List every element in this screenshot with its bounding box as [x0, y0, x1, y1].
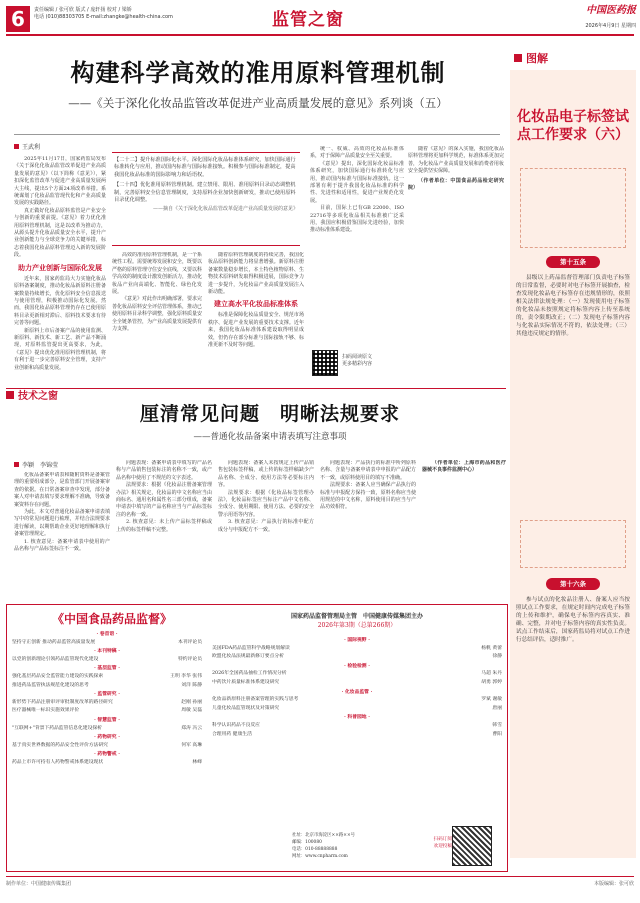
contents-entry[interactable] [212, 731, 502, 740]
contents-entry-author: 杨帆 黄蕾 [481, 645, 502, 651]
contents-entry[interactable] [12, 742, 202, 751]
byline-author: 王武利 [22, 144, 41, 151]
sidebar-section-label [514, 52, 594, 66]
contents-entry[interactable] [12, 673, 202, 682]
subscribe-qr-caption: 扫码订阅 欢迎投稿 [433, 837, 452, 849]
paragraph: 随着原料管理制度的持续完善，我国化妆品原料创新能力将显著增强。新原料注册备案数量稳步增长，本土特色植物原料、生物技术原料研发取得积极进展，国际竞争力进一步提升，为化妆品产业高质量发展注入新动能。 [208, 252, 304, 296]
lower-headline: 厘清常见问题 明晰法规要求 [139, 403, 400, 425]
paragraph: 化妆品备案申请表和随附资料是备案管理的重要组成部分，是监管部门开展备案审查的依据。在日常备案审查中发现，部分备案人对申请表填写要求理解不准确，导致备案资料存在问题。 [14, 472, 110, 508]
section-marker-icon [6, 391, 14, 399]
section-subhead: 助力产业创新与国际化发展 [18, 262, 102, 272]
contents-entry-author: 唐丽 [492, 705, 502, 711]
contents-entry-title: 基于真实世界数据的药品安全性评价方法研究 [12, 742, 108, 748]
contents-entry-author: 赵刚 孙丽 [181, 699, 202, 705]
page-number: 6 [6, 6, 30, 32]
contents-entry-title: "互联网+"背景下药品监管信息化建设探析 [12, 725, 102, 731]
qr-caption: 扫码阅读原文 更多精彩内容 [342, 354, 373, 367]
contents-entry-author: 何军 高琳 [181, 742, 202, 748]
paragraph: 《意见》提出，深化国际化妆品标准体系研究，加快国际通行标准转化与应用，推动国内标准与国际标准接轨。这一部署有利于提升我国化妆品标准的科学性、先进性和适用性，促进产业规范化发展。 [310, 160, 404, 204]
contents-entry[interactable] [212, 653, 502, 662]
lower-section-label [6, 390, 126, 404]
main-col-3 [208, 252, 304, 386]
contents-entry[interactable] [212, 696, 502, 705]
issue-date: 2026年4月9日 星期四 [585, 23, 636, 29]
paragraph: 近年来，国家药监局大力实施化妆品原料备案制度，推动化妆品新原料注册备案数量持续增长，优化原料安全信息报送与使用管理，积极推动国际化发展。然而，我国化妆品原料管理仍存在已使用原料目录更新相对滞后、原料技术要求有待完善等问题。 [14, 275, 106, 327]
contents-entry[interactable] [12, 682, 202, 691]
article-text: 参与试点的化妆品注册人、备案人应当按照试点工作要求，在规定时间内完成电子标签的上传和维护，确保电子标签内容真实、准确、完整，并对电子标签内容的真实性负责。试点工作结束后，国家药监局将对试点工作进行总结评估，适时推广。 [516, 597, 630, 643]
contents-section-heading: · 本刊特稿 · [94, 648, 120, 655]
footer-left: 制作单位：中国健康传媒集团 [6, 881, 72, 887]
paragraph: 为此，本文对普通化妆品备案申请表填写中的常见问题进行梳理，并结合法规要求进行解读，以期帮助企业更好地理解和执行备案管理规定。 [14, 509, 110, 538]
contents-entry-title: 强化基层药品安全监管能力建设的实践探索 [12, 673, 104, 679]
contents-entry[interactable] [212, 645, 502, 654]
quote-attribution: ——摘自《关于深化化妆品监管改革促进产业高质量发展的意见》 [152, 206, 298, 213]
contents-entry-title: 新形势下药品注册审评审批制度改革的路径研究 [12, 699, 113, 705]
contents-entry[interactable] [212, 705, 502, 714]
contents-entry-title: 2026年全国药品抽检工作情况分析 [212, 671, 287, 677]
contents-section-heading: · 药物研究 · [94, 734, 120, 741]
contents-entry-author: 徐静 [492, 654, 502, 660]
quote-paragraph: 【二十四】优化准用原料管理机制。建立禁用、限用、准用原料目录动态调整机制，完善原料安全信息管理制度，支持原料企业加快创新研发，推动已使用原料目录优化调整。 [114, 182, 296, 204]
lower-section-rule [6, 388, 506, 389]
sidebar-section-text: 图解 [526, 52, 548, 65]
article-text: 县级以上药品监督管理部门负责电子标签的日常监督，必要时对电子标签开展抽查，检查发现化妆品电子标签存在违规情形的，依照相关法律法规处理：（一）发现使用电子标签的化妆品未按照规定将标签内容上传至系统的，责令限期改正；（二）发现电子标签内容与化妆品实际情况不符的，依法处理；（三）其他违反规定的情形。 [516, 275, 630, 337]
main-col-5 [408, 146, 504, 382]
lower-col-2 [116, 460, 212, 600]
contents-entry-author: 马超 朱丹 [481, 671, 502, 677]
sidebar-article-15 [516, 274, 630, 510]
journal-title: 《中国食品药品监督》 [51, 612, 172, 626]
sidebar-article-16 [516, 596, 630, 852]
contents-entry-title: 合理用药 健康生活 [212, 731, 252, 737]
contents-section-heading: · 卷首语 · [96, 631, 118, 637]
paragraph: 法规要求：根据《化妆品注册备案管理办法》相关规定，化妆品的中文名称应当由商标名、通用名和属性名三部分组成，备案申请表中填写的产品名称应当与产品标签标注的名称一致。 [116, 482, 212, 518]
section-marker-icon [514, 54, 522, 62]
byline-marker-icon [14, 144, 19, 149]
sidebar-title: 化妆品电子标签试点工作要求（六） [517, 109, 629, 143]
main-col-2 [112, 252, 202, 386]
contents-entry-title: 药品上市许可持有人药物警戒体系建设现状 [12, 759, 104, 765]
contents-entry-title: 欧盟化妆品法规最新修订要点分析 [212, 654, 284, 660]
contents-entry-author: 周敏 吴磊 [181, 708, 202, 714]
sidebar-illustration [520, 520, 626, 568]
contents-entry[interactable] [12, 759, 202, 768]
lower-subtitle: ——普通化妆品备案申请表填写注意事项 [193, 432, 347, 442]
paragraph: 问题表现：备案申请表中填写的产品名称与产品销售包装标注的名称不一致，或产品名称中使用了不规范的文字表述。 [116, 460, 212, 481]
contents-entry-title: 儿童化妆品监管现状及对策研究 [212, 705, 280, 711]
contents-entry[interactable] [12, 725, 202, 734]
masthead-logo: 中国医药报 [586, 5, 636, 16]
quote-paragraph: 【二十二】提升标准国际化水平。深化国际化妆品标准体系研究，加快国际通行标准转化与应用，推动国内标准与国际标准接轨。积极参与国际标准制定，提高我国化妆品标准的国际影响力和话语权。 [114, 157, 296, 178]
paragraph: 《意见》对此作出明确部署，要求完善化妆品原料安全评估管理体系，推动已使用原料目录科学调整，强化原料质量安全全链条管控，为产业高质量发展提供有力支撑。 [112, 296, 202, 333]
contents-entry[interactable] [212, 670, 502, 679]
lower-col-1 [14, 472, 110, 600]
byline-author: 李颖 李锦莹 [22, 462, 59, 469]
contents-section-heading: · 化妆品监管 · [341, 688, 373, 695]
contents-entry-title: 坚持守正创新 推动药品监管高质量发展 [12, 639, 96, 645]
paragraph: 随着《意见》的深入实施，我国化妆品原料管理将更加科学规范，标准体系更加完善，为化妆品产业高质量发展和消费者用妆安全提供坚实保障。 [408, 146, 504, 175]
footer-rule [6, 876, 634, 877]
contents-entry-author: 韩雪 [492, 722, 502, 728]
contents-entry[interactable] [212, 722, 502, 731]
contents-entry[interactable] [12, 699, 202, 708]
contents-entry[interactable] [12, 639, 202, 648]
lower-byline [14, 460, 104, 469]
paragraph: 统一、权威、高效的化妆品标准体系，对于保障产品质量安全至关重要。 [310, 146, 404, 160]
paragraph: 2. 核查意见：未上传产品标签样稿或上传的标签样稿不完整。 [116, 519, 212, 533]
contents-entry-author: 王明 李华 张伟 [170, 673, 202, 679]
lower-col-5 [422, 460, 506, 600]
contents-section-heading: · 监管研究 · [94, 691, 120, 698]
contents-entry-title: 以党的创新理论引领药品监管现代化建设 [12, 656, 99, 662]
paragraph: 2025年11月17日，国家药监局发布《关于深化化妆品监管改革促进产业高质量发展的意见》（以下简称《意见》），紧扣深化监管改革与促进产业高质量发展两大主线，提出5个方面24项改革举措。系统谋划了化妆品监管现代化和产业高质量发展的实践路径。 [14, 156, 106, 207]
journal-publisher [212, 612, 502, 630]
header-rule [6, 34, 634, 36]
author-affiliation: （作者单位：中国食品药品检定研究院） [408, 177, 504, 192]
paragraph: 问题表现：产品执行的标准中所列原料名称、含量与备案申请表中申报的产品配方不一致，或原料使用目的填写不准确。 [320, 460, 416, 481]
main-subtitle: ——《关于深化化妆品监管改革促进产业高质量发展的意见》系列谈（五） [68, 96, 448, 110]
paragraph: 新原料上市后备案产品的使用监测、新原料、新技术、新工艺、新产品不断涌现，对原料监管提出更高要求，为此，《意见》提出优化准用原料管理机制，将有利于进一步完善原料安全管理，支持产业创新和高质量发展。 [14, 327, 106, 371]
contents-section-heading: · 基层监管 · [94, 665, 120, 672]
contents-section-heading: · 智慧监管 · [94, 716, 120, 723]
lower-col-4 [320, 460, 416, 600]
publisher-line: 国家药品监督管理局主管 中国健康传媒集团主办 [290, 613, 423, 620]
policy-quote-box [112, 152, 300, 246]
contents-section-heading: · 检验检测 · [344, 662, 370, 669]
lower-col-3 [218, 460, 314, 600]
contents-entry-title: 化妆品新原料注册备案管理的实践与思考 [212, 697, 299, 703]
contents-entry-author: 胡勇 郭婷 [481, 679, 502, 685]
contents-section-heading: · 科普园地 · [344, 714, 370, 721]
paragraph: 真正做好化妆品原料监管是产业安全与创新的重要前提。《意见》着力优化准用原料管理机制，这是以改革为推动力，从源头提升化妆品质量安全水平，提升产业创新能力与全球竞争力的关键举措，标志着我国化妆品原料管理迈入新的发展阶段。 [14, 207, 106, 259]
author-affiliation: （作者单位：上海市药品和医疗器械不良事件监测中心） [422, 460, 506, 474]
contents-entry-author: 郑涛 冯云 [181, 725, 202, 731]
header-contact-line: 电话 (010)88303705 E-mail:zhangke@health-china.com [34, 14, 173, 20]
article-tag: 第十六条 [546, 578, 600, 590]
contents-entry[interactable] [212, 679, 502, 688]
paragraph: 法规要求：备案人应当确保产品执行的标准与申报配方保持一致，原料名称应当使用规范的中文名称，原料使用目的应当与产品功效相符。 [320, 482, 416, 511]
contents-list-right [212, 636, 502, 739]
section-banner: 监管之窗 [272, 10, 344, 30]
contents-section-heading: · 国际视野 · [344, 637, 370, 643]
footer-right: 本版编辑：张可欣 [593, 881, 634, 887]
contents-entry-title: 美国FDA药品监管科学战略规划解读 [212, 645, 290, 651]
contents-entry-title: 推进药品监管执法规范化建设的思考 [12, 682, 89, 688]
contents-entry-title: 医疗器械唯一标识实施效果评价 [12, 708, 80, 714]
header-editor-line: 责任编辑 / 张可欣 版式 / 庞轩扬 校对 / 梁娇 [34, 7, 132, 13]
main-byline [14, 142, 104, 151]
issue-line: 2026年第3期（总第266期） [317, 622, 397, 629]
contents-entry-author: 林峰 [192, 759, 202, 765]
contents-entry-title: 中药饮片质量标准体系建设研究 [212, 679, 280, 685]
contents-entry[interactable] [12, 656, 202, 665]
byline-marker-icon [14, 462, 19, 467]
header-meta [34, 7, 234, 21]
contents-entry-author: 刘洋 陈静 [181, 682, 202, 688]
contents-entry-title: 科学认识药品不良反应 [212, 722, 260, 728]
paragraph: 法规要求：根据《化妆品标签管理办法》，化妆品标签应当标注产品中文名称、全成分、使用期限、使用方法、必要的安全警示用语等内容。 [218, 489, 314, 518]
contents-entry-author: 特约评论员 [178, 656, 202, 662]
contents-entry[interactable] [12, 707, 202, 716]
section-subhead: 建立高水平化妆品标准体系 [214, 299, 298, 309]
lower-section-text: 技术之窗 [18, 391, 58, 402]
contents-section-heading: · 药物警戒 · [94, 751, 120, 758]
contents-entry-author: 本刊评论员 [178, 639, 202, 645]
paragraph: 1. 核查意见：备案申请表中使用的产品名称与产品标签标注不一致。 [14, 538, 110, 553]
contents-entry-author: 罗斌 谢敏 [481, 697, 502, 703]
subscribe-qr-code[interactable] [452, 826, 492, 866]
title-divider [14, 134, 500, 135]
journal-address: 社址：北京市海淀区××路××号 邮编：100080 电话：010-88888888 网址：www.cnpharm.com [292, 833, 356, 859]
main-col-4 [310, 146, 404, 346]
paragraph: 问题表现：备案人未按规定上传产品销售包装标签样稿，或上传的标签样稿缺少产品名称、全成分、使用方法等必要标注内容。 [218, 460, 314, 489]
paragraph: 高效的准用原料管理机制，是一个系统性工程。需要统筹发展和安全，既要以严格的原料管理守住安全底线，又要以科学高效的制度设计激发创新活力，推动化妆品产业向高端化、智能化、绿色化发展。 [112, 252, 202, 296]
article-tag: 第十五条 [546, 256, 600, 268]
qr-code[interactable] [312, 350, 338, 376]
main-col-1 [14, 156, 106, 386]
paragraph: 标准是保障化妆品质量安全、规范市场秩序、促进产业发展的重要技术支撑。近年来，我国化妆品标准体系建设取得明显成效，但仍存在部分标准与国际接轨不够、标准更新不及时等问题。 [208, 312, 304, 349]
paragraph: 目前，国际上已有GB 22000、ISO 22716等多项化妆品相关标准被广泛采用，我国应积极借鉴国际先进经验，加快推动标准体系建设。 [310, 205, 404, 234]
sidebar-illustration [520, 168, 626, 248]
paragraph: 3. 核查意见：产品执行的标准中配方成分与申报配方不一致。 [218, 519, 314, 533]
main-headline: 构建科学高效的准用原料管理机制 [70, 58, 446, 87]
contents-entry-author: 曹阳 [492, 731, 502, 737]
contents-list-left [12, 630, 202, 768]
